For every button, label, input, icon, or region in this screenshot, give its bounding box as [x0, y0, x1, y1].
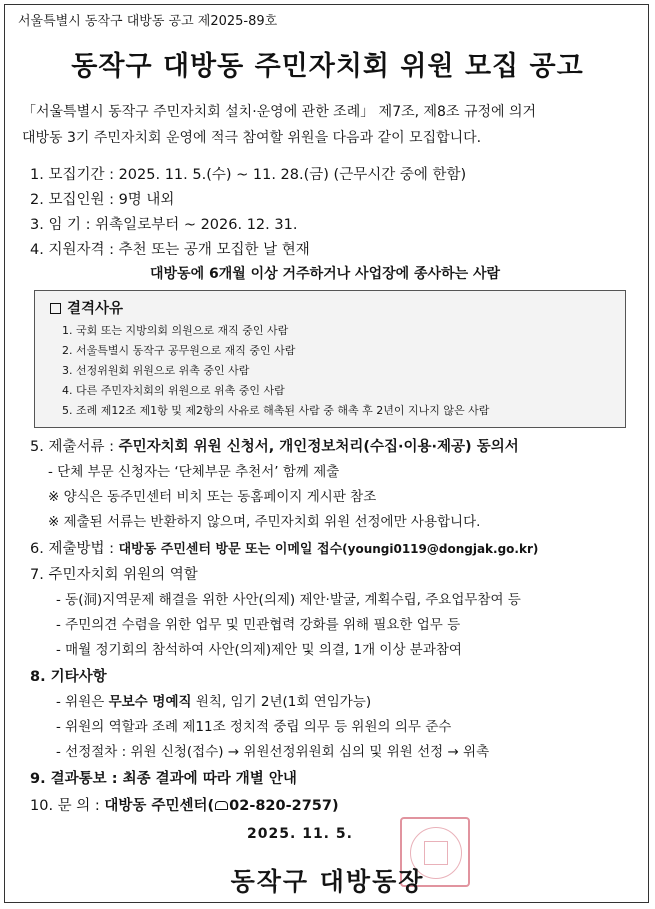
notice-number: 서울특별시 동작구 대방동 공고 제2025-89호 — [18, 14, 278, 29]
submission-method-value: 대방동 주민센터 방문 또는 이메일 접수 — [118, 542, 343, 557]
documents-note: ※ 제출된 서류는 반환하지 않으며, 주민자치회 위원 선정에만 사용합니다. — [48, 514, 481, 530]
qualification: 4. 지원자격 : 추천 또는 공개 모집한 날 현재 — [30, 242, 310, 258]
documents-note: ※ 양식은 동주민센터 비치 또는 동홈페이지 게시판 참조 — [48, 489, 377, 505]
role-title: 7. 주민자치회 위원의 역할 — [30, 567, 198, 583]
phone-icon — [215, 801, 228, 810]
square-bullet-icon — [50, 303, 61, 314]
disqualification-item: 4. 다른 주민자치회의 위원으로 위촉 중인 사람 — [62, 384, 285, 397]
result-notice: 9. 결과통보 : 최종 결과에 따라 개별 안내 — [30, 771, 297, 787]
others-item: - 선정절차 : 위원 신청(접수) → 위원선정위원회 심의 및 위원 선정 → 위촉 — [56, 744, 490, 760]
disqualification-item: 1. 국회 또는 지방의회 의원으로 재직 중인 사람 — [62, 324, 289, 337]
documents-note: - 단체 부문 신청자는 ‘단체부문 추천서’ 함께 제출 — [48, 464, 340, 480]
signature: 동작구 대방동장 — [230, 867, 425, 896]
documents: 5. 제출서류 : 주민자치회 위원 신청서, 개인정보처리(수집·이용·제공) 동의서 — [30, 439, 519, 455]
disqualification-item: 2. 서울특별시 동작구 공무원으로 재직 중인 사람 — [62, 344, 296, 357]
role-item: - 동(洞)지역문제 해결을 위한 사안(의제) 제안·발굴, 계획수립, 주요업무참여 등 — [56, 592, 521, 608]
qualification-detail: 대방동에 6개월 이상 거주하거나 사업장에 종사하는 사람 — [150, 266, 501, 282]
contact: 10. 문 의 : 대방동 주민센터( 02-820-2757) — [30, 798, 339, 814]
contact-email: (youngi0119@dongjak.go.kr) — [342, 542, 539, 556]
term: 3. 임 기 : 위촉일로부터 ~ 2026. 12. 31. — [30, 217, 298, 233]
submission-method: 6. 제출방법 : 대방동 주민센터 방문 또는 이메일 접수(youngi0119@dongjak.go.kr) — [30, 541, 539, 557]
disqualification-item: 3. 선정위원회 위원으로 위촉 중인 사람 — [62, 364, 250, 377]
contact-phone: 02-820-2757) — [229, 798, 339, 814]
others-item: - 위원은 무보수 명예직 원칙, 임기 2년(1회 연임가능) — [56, 694, 372, 710]
role-item: - 매월 정기회의 참석하여 사안(의제)제안 및 의결, 1개 이상 분과참여 — [56, 642, 462, 658]
others-title: 8. 기타사항 — [30, 669, 107, 685]
role-item: - 주민의견 수렴을 위한 업무 및 민관협력 강화를 위해 필요한 업무 등 — [56, 617, 461, 633]
disqualification-item: 5. 조례 제12조 제1항 및 제2항의 사유로 해촉된 사람 중 해촉 후 2년이 지나지 않은 사람 — [62, 404, 490, 417]
intro-line-1: 「서울특별시 동작구 주민자치회 설치·운영에 관한 조례」 제7조, 제8조 규정에 의거 — [22, 104, 537, 120]
recruit-count: 2. 모집인원 : 9명 내외 — [30, 192, 175, 208]
recruit-period: 1. 모집기간 : 2025. 11. 5.(수) ~ 11. 28.(금) (근무시간 중에 한함) — [30, 167, 467, 183]
page-title: 동작구 대방동 주민자치회 위원 모집 공고 — [71, 51, 584, 82]
others-item: - 위원의 역할과 조례 제11조 정치적 중립 의무 등 위원의 의무 준수 — [56, 719, 452, 735]
disqualification-title: 결격사유 — [50, 297, 123, 318]
intro-line-2: 대방동 3기 주민자치회 운영에 적극 참여할 위원을 다음과 같이 모집합니다. — [22, 130, 482, 146]
documents-value: 주민자치회 위원 신청서, 개인정보처리(수집·이용·제공) 동의서 — [118, 439, 519, 455]
notice-date: 2025. 11. 5. — [247, 826, 353, 842]
